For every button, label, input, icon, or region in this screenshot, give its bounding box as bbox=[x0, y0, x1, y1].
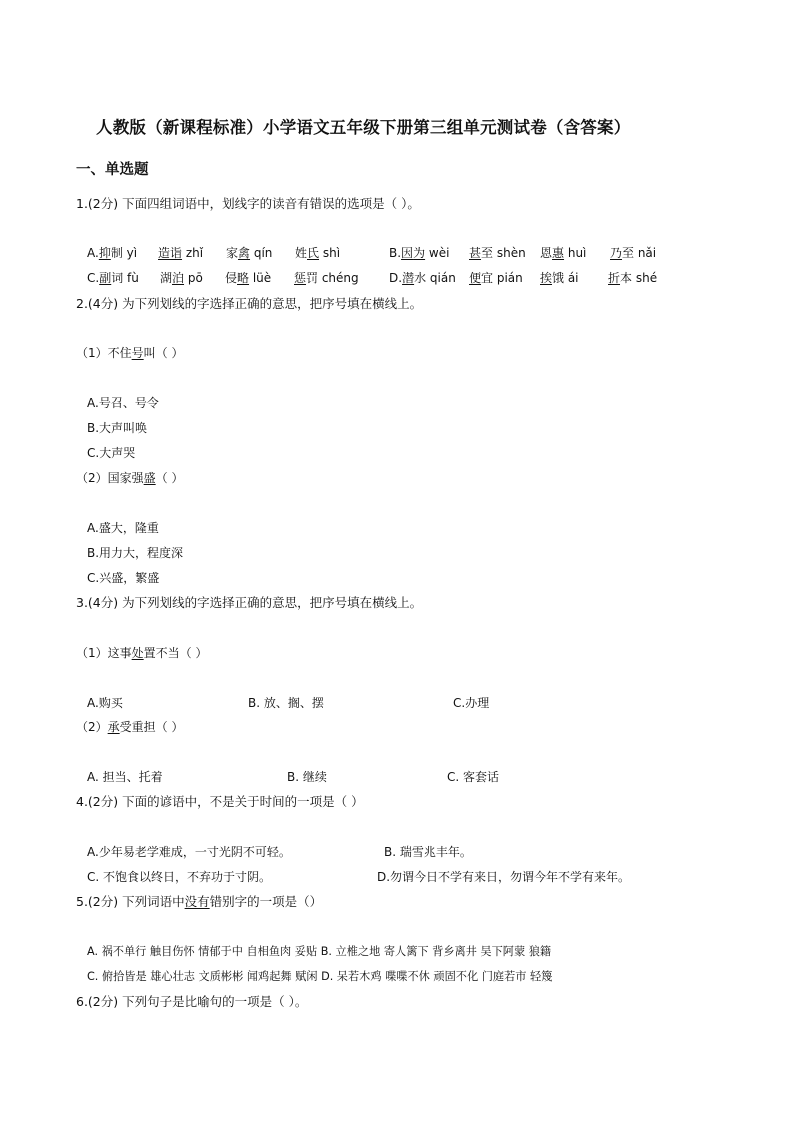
option-text: 本 shé bbox=[620, 271, 658, 285]
q1-option-b bbox=[389, 247, 449, 259]
underlined-char: 盛 bbox=[143, 471, 156, 485]
q1-option-a-word4 bbox=[295, 247, 340, 259]
underlined-char: 副 bbox=[99, 271, 112, 285]
question-1-stem: 1.(2分) 下面四组词语中，划线字的读音有错误的选项是（ ）。 bbox=[76, 196, 420, 211]
option-text: 因 bbox=[401, 246, 414, 260]
pinyin: wèi bbox=[425, 246, 450, 260]
q1-option-c-word3 bbox=[225, 272, 271, 284]
question-6-stem: 6.(2分) 下列句子是比喻句的一项是（ ）。 bbox=[76, 994, 308, 1009]
pinyin: huì bbox=[564, 246, 587, 260]
underlined-char: 略 bbox=[237, 271, 250, 285]
underlined-char: 为 bbox=[413, 246, 426, 260]
underlined-char: 甚 bbox=[469, 246, 482, 260]
q4-option-d: D.勿谓今日不学有来日，勿谓今年不学有来年。 bbox=[377, 870, 631, 884]
q1-option-c-word4 bbox=[294, 272, 359, 284]
option-letter: A. bbox=[87, 246, 99, 260]
q4-option-b: B. 瑞雪兆丰年。 bbox=[384, 845, 472, 859]
underlined-char: 惠 bbox=[552, 246, 565, 260]
pinyin: pō bbox=[184, 271, 203, 285]
q3-sub-2 bbox=[76, 721, 183, 733]
stem-text: 错别字的一项是（） bbox=[209, 894, 323, 909]
underlined-char: 便 bbox=[469, 271, 482, 285]
q1-option-c bbox=[87, 272, 139, 284]
option-text: 湖 bbox=[160, 271, 173, 285]
q2-sub1-option-a: A.号召、号令 bbox=[87, 396, 159, 410]
option-text: 宜 pián bbox=[481, 271, 523, 285]
underlined-char: 处 bbox=[131, 646, 144, 660]
q1-option-d-word4 bbox=[608, 272, 657, 284]
option-text: 词 fù bbox=[111, 271, 139, 285]
q4-option-c: C. 不饱食以终日，不弃功于寸阴。 bbox=[87, 870, 272, 884]
q2-sub-2 bbox=[76, 472, 183, 484]
underlined-word: 没有 bbox=[184, 894, 210, 909]
option-text: 饿 ái bbox=[552, 271, 579, 285]
sub-text: 叫（ ） bbox=[143, 346, 184, 360]
underlined-char: 号 bbox=[131, 346, 144, 360]
underlined-char: 诣 bbox=[170, 246, 183, 260]
option-letter: C. bbox=[87, 271, 100, 285]
option-text: 侵 bbox=[225, 271, 238, 285]
q2-sub2-option-b: B.用力大，程度深 bbox=[87, 546, 184, 560]
q2-sub1-option-c: C.大声哭 bbox=[87, 446, 136, 460]
pinyin: qín bbox=[250, 246, 273, 260]
section-heading: 一、单选题 bbox=[76, 162, 149, 178]
option-text: 至 shèn bbox=[481, 246, 526, 260]
underlined-char: 乃 bbox=[610, 246, 623, 260]
q2-sub2-option-c: C.兴盛，繁盛 bbox=[87, 571, 160, 585]
q2-sub1-option-b: B.大声叫唤 bbox=[87, 421, 148, 435]
option-text: 家 bbox=[226, 246, 239, 260]
option-text: 姓 bbox=[295, 246, 308, 260]
underlined-char: 禽 bbox=[238, 246, 251, 260]
q1-option-d bbox=[389, 272, 456, 284]
q1-option-b-word2 bbox=[469, 247, 526, 259]
q3-sub1-option-b: B. 放、搁、摆 bbox=[248, 696, 324, 710]
q3-sub1-option-c: C.办理 bbox=[453, 696, 490, 710]
q2-sub-1 bbox=[76, 347, 183, 359]
option-text: 恩 bbox=[540, 246, 553, 260]
sub-text: （2） bbox=[76, 720, 108, 734]
underlined-char: 折 bbox=[608, 271, 621, 285]
sub-text: （1）不住 bbox=[76, 346, 132, 360]
question-5-stem bbox=[76, 896, 322, 909]
stem-text: 5.(2分) 下列词语中 bbox=[76, 894, 185, 909]
pinyin: shì bbox=[319, 246, 341, 260]
q5-options-line-1: A. 祸不单行 触目伤怀 情郁于中 自相鱼肉 妥贴 B. 立椎之地 寄人篱下 背乡离井 吴下阿蒙 狼籍 bbox=[87, 945, 552, 958]
pinyin: zhǐ bbox=[182, 246, 204, 260]
underlined-char: 挨 bbox=[540, 271, 553, 285]
option-letter: D. bbox=[389, 271, 403, 285]
option-text: 罚 chéng bbox=[306, 271, 359, 285]
q1-option-d-word3 bbox=[540, 272, 579, 284]
underlined-char: 泊 bbox=[172, 271, 185, 285]
underlined-char: 潜 bbox=[402, 271, 415, 285]
q3-sub1-option-a: A.购买 bbox=[87, 696, 123, 710]
underlined-char: 氏 bbox=[307, 246, 320, 260]
option-text: 制 yì bbox=[110, 246, 138, 260]
underlined-char: 抑 bbox=[98, 246, 111, 260]
q1-option-b-word4 bbox=[610, 247, 656, 259]
sub-text: 置不当（ ） bbox=[143, 646, 208, 660]
q2-sub2-option-a: A.盛大，隆重 bbox=[87, 521, 159, 535]
q1-option-b-word3 bbox=[540, 247, 586, 259]
pinyin: lüè bbox=[249, 271, 272, 285]
underlined-char: 承 bbox=[107, 720, 120, 734]
q5-options-line-2: C. 俯拾皆是 雄心壮志 文质彬彬 闻鸡起舞 赋闲 D. 呆若木鸡 喋喋不休 顽固不化 门庭若市 轻篾 bbox=[87, 970, 553, 983]
sub-text: （1）这事 bbox=[76, 646, 132, 660]
option-letter: B. bbox=[389, 246, 402, 260]
q1-option-a bbox=[87, 247, 137, 259]
option-text: 造 bbox=[158, 246, 171, 260]
option-text: 水 qián bbox=[414, 271, 456, 285]
question-2-stem: 2.(4分) 为下列划线的字选择正确的意思，把序号填在横线上。 bbox=[76, 296, 423, 311]
q4-option-a: A.少年易老学难成，一寸光阴不可轻。 bbox=[87, 845, 291, 859]
q1-option-a-word2 bbox=[158, 247, 203, 259]
q3-sub-1 bbox=[76, 647, 207, 659]
underlined-char: 惩 bbox=[294, 271, 307, 285]
q3-sub2-option-c: C. 客套话 bbox=[447, 770, 500, 784]
question-3-stem: 3.(4分) 为下列划线的字选择正确的意思，把序号填在横线上。 bbox=[76, 595, 423, 610]
q1-option-d-word2 bbox=[469, 272, 523, 284]
q3-sub2-option-a: A. 担当、托着 bbox=[87, 770, 163, 784]
option-text: 至 nǎi bbox=[622, 246, 657, 260]
sub-text: （ ） bbox=[155, 471, 184, 485]
q1-option-c-word2 bbox=[160, 272, 203, 284]
q1-option-a-word3 bbox=[226, 247, 272, 259]
sub-text: 受重担（ ） bbox=[119, 720, 184, 734]
q3-sub2-option-b: B. 继续 bbox=[287, 770, 327, 784]
question-4-stem: 4.(2分) 下面的谚语中，不是关于时间的一项是（ ） bbox=[76, 794, 364, 809]
page-title: 人教版（新课程标准）小学语文五年级下册第三组单元测试卷（含答案） bbox=[96, 118, 631, 137]
sub-text: （2）国家强 bbox=[76, 471, 144, 485]
